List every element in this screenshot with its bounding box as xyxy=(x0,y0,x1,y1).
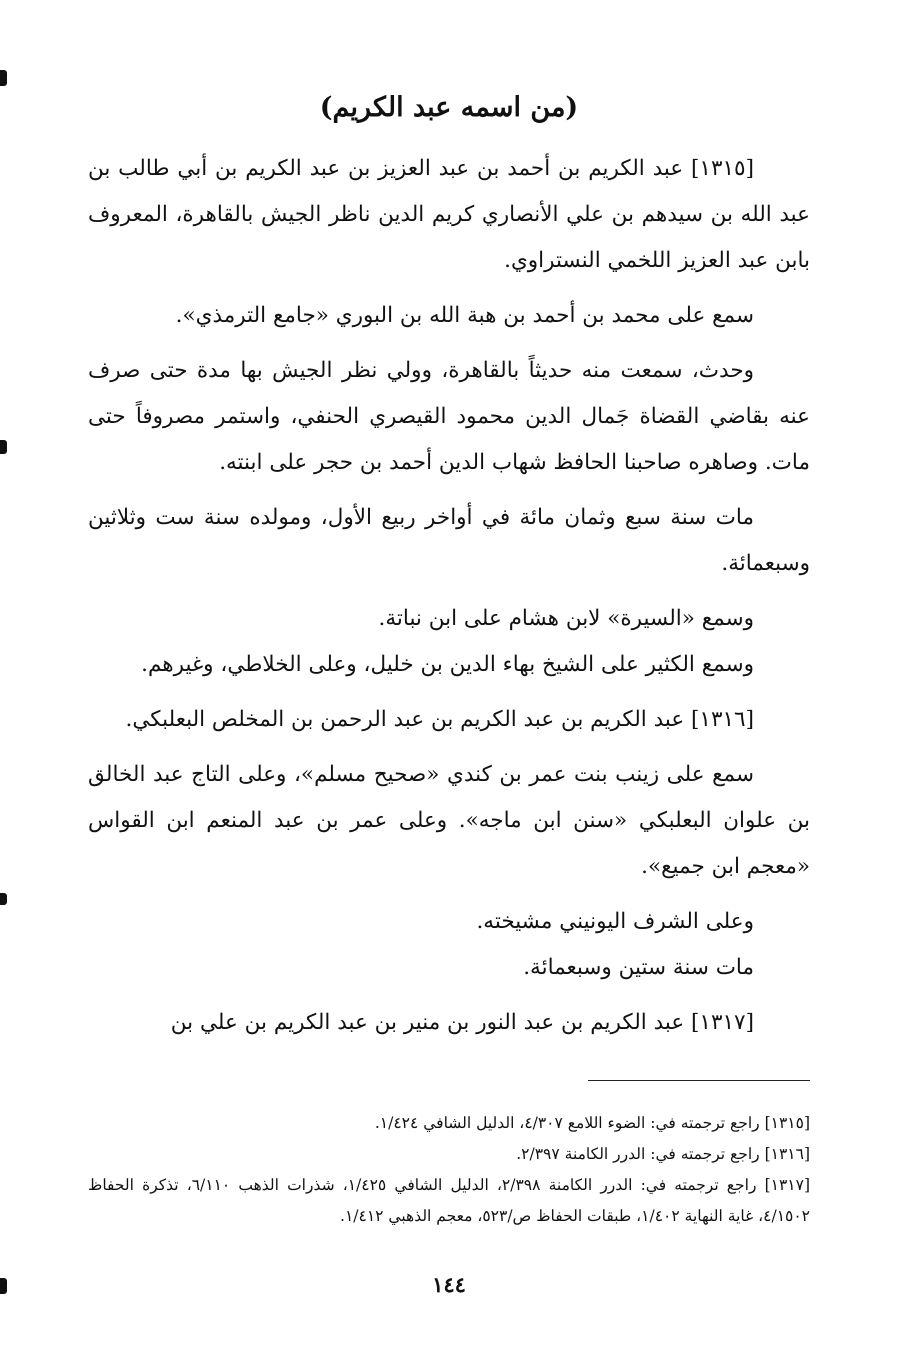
footnote-1315: [١٣١٥] راجع ترجمته في: الضوء اللامع ٤/٣٠٧، الدليل الشافي ١/٤٢٤. xyxy=(374,1114,810,1132)
paragraph-heard-many: وسمع الكثير على الشيخ بهاء الدين بن خليل، وعلى الخلاطي، وغيرهم. xyxy=(141,652,754,677)
footnote-divider xyxy=(588,1080,810,1081)
scan-edge-mark xyxy=(0,1278,7,1294)
scan-edge-mark xyxy=(0,70,7,86)
scan-edge-mark xyxy=(0,893,7,905)
footnote-1316: [١٣١٦] راجع ترجمته في: الدرر الكامنة ٢/٣٩٧. xyxy=(516,1145,810,1163)
paragraph-heard-tirmidhi: سمع على محمد بن أحمد بن هبة الله بن البوري «جامع الترمذي». xyxy=(175,303,754,328)
book-page xyxy=(88,0,810,1359)
paragraph-heard-sahih-muslim: سمع على زينب بنت عمر بن كندي «صحيح مسلم»، وعلى التاج عبد الخالق بن علوان البعلبكي «سنن ابن ماجه». وعلى عمر بن عبد المنعم ابن القواس «معجم ابن جميع». xyxy=(88,762,810,879)
entry-1315: [١٣١٥] عبد الكريم بن أحمد بن عبد العزيز بن عبد الكريم بن أبي طالب بن عبد الله بن سيدهم بن علي الأنصاري كريم الدين ناظر الجيش بالقاهرة، المعروف بابن عبد العزيز اللخمي النستراوي. xyxy=(88,156,810,273)
paragraph-mashyakha: وعلى الشرف اليونيني مشيخته. xyxy=(476,909,754,934)
paragraph-death-1315: مات سنة سبع وثمان مائة في أواخر ربيع الأول، ومولده سنة ست وثلاثين وسبعمائة. xyxy=(88,505,810,576)
paragraph-career: وحدث، سمعت منه حديثاً بالقاهرة، وولي نظر الجيش بها مدة حتى صرف عنه بقاضي القضاة جَمال الدين محمود القيصري الحنفي، واستمر مصروفاً حتى مات. وصاهره صاحبنا الحافظ شهاب الدين أحمد بن حجر على ابنته. xyxy=(88,358,810,475)
footnote-1317: [١٣١٧] راجع ترجمته في: الدرر الكامنة ٢/٣٩٨، الدليل الشافي ١/٤٢٥، شذرات الذهب ٦/١١٠، تذكرة الحفاظ ٤/١٥٠٢، غاية النهاية ١/٤٠٢، طبقات الحفاظ ص/٥٢٣، معجم الذهبي ١/٤١٢. xyxy=(88,1176,810,1225)
section-heading: (من اسمه عبد الكريم) xyxy=(319,92,579,123)
entry-1317: [١٣١٧] عبد الكريم بن عبد النور بن منير بن عبد الكريم بن علي بن xyxy=(170,1010,754,1035)
paragraph-sira: وسمع «السيرة» لابن هشام على ابن نباتة. xyxy=(378,606,754,631)
footnotes xyxy=(88,1108,810,1232)
entry-1316: [١٣١٦] عبد الكريم بن عبد الكريم بن عبد الرحمن بن المخلص البعلبكي. xyxy=(125,707,754,732)
paragraph-death-1316: مات سنة ستين وسبعمائة. xyxy=(523,955,754,980)
main-text xyxy=(88,146,810,1055)
page-number: ١٤٤ xyxy=(432,1272,466,1297)
scan-edge-mark xyxy=(0,440,7,454)
